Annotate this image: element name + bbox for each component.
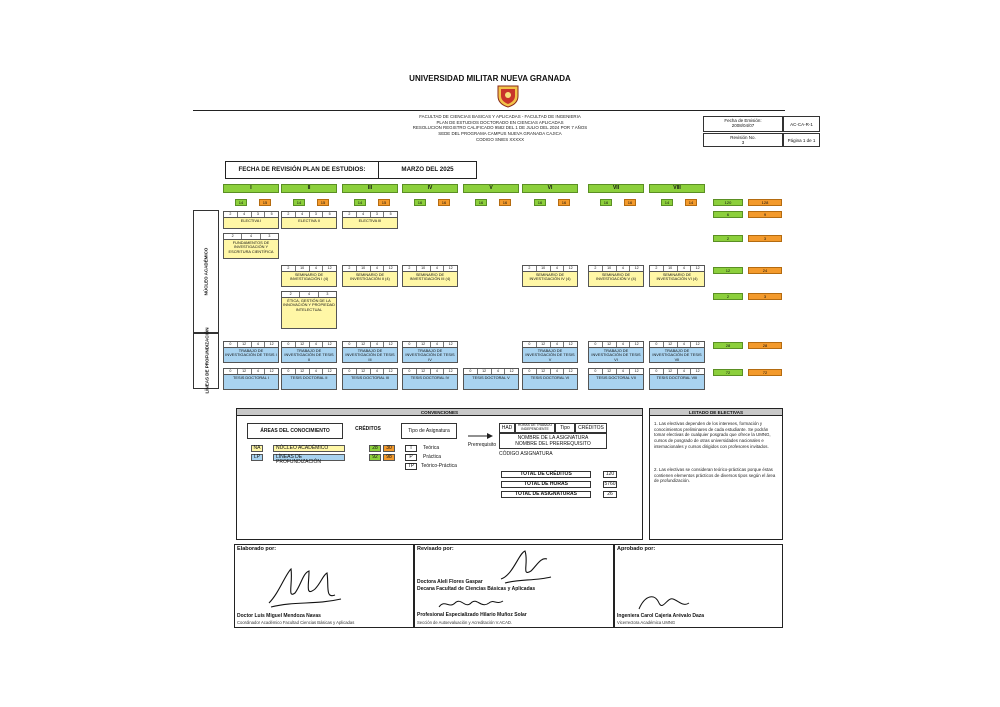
tipo-label: Tipo de Asignatura [401,423,457,439]
course-code-cell: 4 [678,266,692,271]
semester-header: III [342,184,398,193]
semester-credits-co: 16 [558,199,570,206]
course-name: SEMINARIO DE INVESTIGACIÓN III (4) [409,272,451,282]
course-name: TRABAJO DE INVESTIGACIÓN DE TESIS III [345,348,395,362]
total-horas-value: 5760 [604,481,616,487]
course-code-cell: 12 [388,266,393,270]
course-card[interactable] [649,341,705,363]
course-code-cell: 4 [492,369,506,374]
course-card[interactable] [463,368,519,390]
semester-credits-cg: 14 [661,199,673,206]
legend-lp-cg: 92 [369,454,381,461]
course-code-cell: 12 [509,369,514,373]
course-code-cell: 4 [310,342,324,347]
course-card[interactable] [402,368,458,390]
course-code-cell: 12 [537,369,551,374]
course-code-cell: 12 [568,369,573,373]
course-code-cell: 12 [634,342,639,346]
course-name: TESIS DOCTORAL I [233,375,269,380]
semester-credits-cg: 16 [475,199,487,206]
course-card[interactable] [281,368,337,390]
course-card[interactable] [223,341,279,363]
course-name: TRABAJO DE INVESTIGACIÓN DE TESIS VII [652,348,702,362]
course-code-cell: 10 [357,266,371,271]
course-card[interactable] [223,368,279,390]
course-code-cell: 4 [617,266,631,271]
course-code-cell: 10 [417,266,431,271]
legend-lp-code: LP [251,454,263,461]
faculty-line: CODIGO SNIES XXXXX [475,136,525,142]
emission-date-cell [703,116,783,132]
total-asignaturas-label: TOTAL DE ASIGNATURAS [501,491,591,498]
course-code-cell: 4 [551,342,565,347]
legend-na-co: 30 [383,445,395,452]
header-divider [193,110,785,111]
semester-header: VI [522,184,578,193]
university-title: UNIVERSIDAD MILITAR NUEVA GRANADA [409,74,571,83]
course-card[interactable] [522,368,578,390]
course-code-cell: 5 [389,212,392,216]
course-code-cell: 10 [603,266,617,271]
course-name: SEMINARIO DE INVESTIGACIÓN V (4) [596,272,636,282]
course-code-cell: 2 [224,212,238,217]
course-code-cell: 4 [371,266,385,271]
aprobado-role: Vicerrectora Académica UMNG [617,620,676,625]
course-code-cell: 3 [310,212,324,217]
course-code-cell: 2 [282,266,296,271]
course-code-cell: 4 [431,342,445,347]
total-asignaturas-value: 26 [603,491,617,498]
course-card[interactable] [649,368,705,390]
elaborado-name: Doctor Luis Miguel Mendoza Navas [237,613,321,619]
sidebar-lineas-label: LÍNEAS DE PROFUNDIZACIÓN [204,327,210,394]
sidebar-nucleo [193,210,219,333]
course-code-cell: 0 [589,342,603,347]
course-code-cell: 0 [343,342,357,347]
course-code-cell: 2 [282,292,300,297]
key-sub: NOMBRE DEL PRERREQUISITO [515,440,591,447]
revisado-role-1: Decana Facultad de Ciencias Básicas y Aplicadas [417,586,536,592]
review-date-box [225,161,477,179]
row-total-co: 9 [748,211,782,218]
electives-title: LISTADO DE ELECTIVAS [650,409,782,416]
course-name: TESIS DOCTORAL VII [596,375,636,380]
course-code-cell: 4 [551,369,565,374]
conventions-panel [236,408,643,540]
legend-lp-co: 98 [383,454,395,461]
course-code-cell: 12 [664,369,678,374]
semester-credits-co: 16 [438,199,450,206]
course-name: ELECTIVA III [358,218,382,223]
semester-credits-co: 14 [685,199,697,206]
semester-header: II [281,184,337,193]
course-code-cell: 0 [523,342,537,347]
row-total-cg: 6 [713,211,743,218]
handwritten-signature-icon [495,549,555,585]
emission-value: 2008/04/07 [731,123,755,129]
course-card[interactable] [281,341,337,363]
course-code-cell: 4 [357,212,371,217]
key-tipo: Tipo [555,423,575,433]
course-name: SEMINARIO DE INVESTIGACIÓN IV (4) [529,272,571,282]
key-code: CÓDIGO ASIGNATURA [499,451,553,457]
course-code-cell: 2 [650,266,664,271]
legend-na-name: NÚCLEO ACADÉMICO [273,445,345,452]
course-code-cell: 12 [269,369,274,373]
course-card[interactable] [522,341,578,363]
signature-elaborado [234,544,414,628]
course-code-cell: 12 [327,369,332,373]
course-name: TESIS DOCTORAL VIII [656,375,698,380]
aprobado-label: Aprobado por: [617,546,656,552]
course-code-cell: 10 [664,266,678,271]
university-crest-icon [494,84,522,108]
course-code-cell: 0 [343,369,357,374]
course-code-cell: 0 [589,369,603,374]
course-code-cell: 4 [238,212,252,217]
course-code-cell: 12 [695,266,700,270]
course-name: TESIS DOCTORAL IV [410,375,450,380]
key-had: HAD [499,423,515,433]
elaborado-label: Elaborado por: [237,546,277,552]
course-code-cell: 3 [268,234,271,238]
course-card[interactable] [588,368,644,390]
course-code-cell: 4 [431,266,445,271]
semester-credits-co: 15 [259,199,271,206]
course-card[interactable] [649,265,705,287]
course-name: FUNDAMENTOS DE INVESTIGACIÓN Y ESCRITURA CIENTÍFICA [228,240,274,254]
course-code-cell: 0 [403,342,417,347]
course-code-cell: 4 [296,212,310,217]
semester-credits-cg: 14 [293,199,305,206]
sidebar-lineas [193,327,219,394]
row-total-co: 24 [748,267,782,274]
total-creditos-label: TOTAL DE CRÉDITOS [501,471,591,478]
legend-lp-name: LÍNEAS DE PROFUNDIZACIÓN [273,454,345,461]
page-number: Página 1 de 1 [783,133,820,147]
faculty-line: PLAN DE ESTUDIOS DOCTORADO EN CIENCIAS APLICADAS [436,119,564,125]
course-code-cell: 12 [695,342,700,346]
sidebar-nucleo-label: NÚCLEO ACADÉMICO [203,247,209,296]
type-code-p: P [405,454,417,461]
course-code-cell: 4 [371,342,385,347]
course-card[interactable] [342,368,398,390]
course-card[interactable] [588,341,644,363]
course-name: ELECTIVA I [240,218,262,223]
course-card[interactable] [281,291,337,329]
semester-credits-cg: 16 [414,199,426,206]
course-code-cell: 5 [270,212,273,216]
course-code-cell: 12 [634,266,639,270]
course-card[interactable] [281,265,337,287]
course-code-cell: 12 [296,342,310,347]
semester-header: I [223,184,279,193]
course-code-cell: 2 [523,266,537,271]
course-code-cell: 0 [224,342,238,347]
course-key [499,423,607,469]
course-code-cell: 4 [678,342,692,347]
revisado-role-2: Sección de Autoevaluación y Acreditación V.ACAD. [417,620,513,625]
row-total-cg: 2 [713,235,743,242]
course-code-cell: 12 [417,369,431,374]
course-code-cell: 12 [327,342,332,346]
course-code-cell: 10 [537,266,551,271]
course-code-cell: 2 [343,212,357,217]
course-code-cell: 12 [568,266,573,270]
revisado-label: Revisado por: [417,546,454,552]
course-code-cell: 12 [634,369,639,373]
course-code-cell: 5 [328,212,331,216]
course-code-cell: 4 [252,342,266,347]
course-code-cell: 10 [296,266,310,271]
course-code-cell: 12 [327,266,332,270]
course-code-cell: 4 [678,369,692,374]
course-name: TRABAJO DE INVESTIGACIÓN DE TESIS I [225,348,277,358]
course-code-cell: 0 [282,369,296,374]
course-code-cell: 4 [252,369,266,374]
course-name: TRABAJO DE INVESTIGACIÓN DE TESIS V [525,348,575,362]
elaborado-role: Coordinador Académico Facultad Ciencias Básicas y Aplicadas [237,620,355,625]
course-code-cell: 2 [224,234,242,239]
document-code: AC-CA-R-1 [783,116,820,132]
semester-credits-co: 16 [624,199,636,206]
course-name: SEMINARIO DE INVESTIGACIÓN II (4) [350,272,390,282]
course-code-cell: 12 [296,369,310,374]
course-code-cell: 3 [371,212,385,217]
row-total-cg: 12 [713,267,743,274]
faculty-line: SEDE DEL PROGRAMA CAMPUS NUEVA GRANADA CAJICA [438,131,562,137]
type-teorico-practica: Teórico-Práctica [421,463,457,469]
semester-credits-cg: 14 [235,199,247,206]
faculty-info [300,114,700,143]
key-creditos: CRÉDITOS [575,423,607,433]
totals-header-cg: 120 [713,199,743,206]
aprobado-name: Ingeniera Carol Cajeria Arévalo Daza [617,613,705,619]
revisado-name-1: Doctora Aleli Flores Gaspar [417,579,483,585]
course-code-cell: 4 [242,234,260,239]
course-code-cell: 12 [357,342,371,347]
course-card[interactable] [281,211,337,229]
course-code-cell: 3 [252,212,266,217]
course-name: TRABAJO DE INVESTIGACIÓN DE TESIS IV [405,348,455,362]
faculty-line: RESOLUCION REGISTRO CALIFICADO 9582 DEL 1 DE JULIO DEL 2024 POR 7 AÑOS [412,125,588,131]
course-name: TESIS DOCTORAL II [290,375,328,380]
revision-value: 3 [741,140,745,146]
course-code-cell: 2 [282,212,296,217]
course-card[interactable] [342,341,398,363]
review-date-value: MARZO DEL 2025 [401,166,454,173]
handwritten-signature-icon [435,595,505,611]
row-total-co: 3 [748,293,782,300]
semester-credits-co: 15 [378,199,390,206]
course-name: ELECTIVA II [298,218,320,223]
type-teorica: Teórica [423,445,440,451]
course-code-cell: 12 [238,369,252,374]
course-code-cell: 12 [478,369,492,374]
total-creditos-value: 120 [603,471,617,478]
course-code-cell: 12 [537,342,551,347]
course-card[interactable] [342,265,398,287]
course-code-cell: 3 [326,292,329,296]
course-code-cell: 2 [589,266,603,271]
key-name-box [499,433,607,449]
row-total-co: 28 [748,342,782,349]
course-code-cell: 0 [523,369,537,374]
course-code-cell: 4 [371,369,385,374]
course-name: TESIS DOCTORAL VI [530,375,570,380]
electives-note-2: 2. Las electivas se consideran teórico-prácticas porque éstas contienen elementos prácticos de diversos tipos según el área de profundización. [654,467,776,484]
course-name: SEMINARIO DE INVESTIGACIÓN I (4) [289,272,329,282]
course-code-cell: 2 [403,266,417,271]
course-name: SEMINARIO DE INVESTIGACIÓN VI (4) [656,272,698,282]
course-code-cell: 0 [650,342,664,347]
course-code-cell: 4 [617,369,631,374]
semester-header: IV [402,184,458,193]
prerequisite-arrow-icon [467,431,495,441]
course-code-cell: 0 [650,369,664,374]
semester-header: VII [588,184,644,193]
course-name: TRABAJO DE INVESTIGACIÓN DE TESIS VI [591,348,641,362]
row-total-cg: 2 [713,293,743,300]
revisado-name-2: Profesional Especializado Hilario Muñoz Solar [417,612,527,618]
electives-panel [649,408,783,540]
row-total-cg: 72 [713,369,743,376]
electives-note-1: 1. Las electivas dependen de los intereses, formación y conocimientos preliminares de cada estudiante. Se podrán tomar electivas de cualquier posgrado que ofrece la UMNG, cursos de posgrado de otras universidades nacionales e internacionales y cursos dirigidos con profesores invitados. [654,421,771,449]
key-name: NOMBRE DE LA ASIGNATURA [517,435,589,441]
signature-revisado [414,544,614,628]
course-code-cell: 4 [300,292,318,297]
course-card[interactable] [223,233,279,259]
course-code-cell: 4 [551,266,565,271]
course-card[interactable] [522,265,578,287]
legend-na-code: NA [251,445,263,452]
course-code-cell: 12 [448,266,453,270]
semester-credits-co: 16 [499,199,511,206]
key-hti: HORAS DE TRABAJO INDEPENDIENTE [515,423,555,433]
creditos-label: CRÉDITOS [355,426,381,432]
semester-header: V [463,184,519,193]
course-code-cell: 4 [310,266,324,271]
conventions-title: CONVENCIONES [237,409,642,416]
course-code-cell: 0 [464,369,478,374]
course-card[interactable] [402,265,458,287]
course-code-cell: 12 [603,342,617,347]
course-code-cell: 12 [664,342,678,347]
type-practica: Práctica [423,454,442,460]
semester-credits-cg: 16 [600,199,612,206]
row-total-co: 3 [748,235,782,242]
handwritten-signature-icon [633,589,693,615]
course-code-cell: 12 [238,342,252,347]
semester-header: VIII [649,184,705,193]
prerequisite-label: Prerrequisito [467,442,497,448]
course-code-cell: 12 [448,342,453,346]
course-card[interactable] [402,341,458,363]
row-total-co: 72 [748,369,782,376]
course-code-cell: 0 [224,369,238,374]
course-code-cell: 12 [388,369,393,373]
signature-aprobado [614,544,783,628]
course-code-cell: 4 [431,369,445,374]
course-name: TRABAJO DE INVESTIGACIÓN DE TESIS II [284,348,334,362]
course-card[interactable] [342,211,398,229]
course-code-cell: 12 [568,342,573,346]
semester-credits-cg: 16 [534,199,546,206]
course-code-cell: 12 [357,369,371,374]
course-code-cell: 12 [417,342,431,347]
course-code-cell: 4 [617,342,631,347]
course-name: ÉTICA, GESTIÓN DE LA INNOVACIÓN Y PROPIEDAD INTELECTUAL [283,298,335,312]
row-total-cg: 28 [713,342,743,349]
course-code-cell: 12 [388,342,393,346]
semester-credits-co: 15 [317,199,329,206]
course-name: TESIS DOCTORAL V [472,375,510,380]
course-code-cell: 0 [282,342,296,347]
totals-header-co: 128 [748,199,782,206]
course-code-cell: 12 [448,369,453,373]
course-code-cell: 2 [343,266,357,271]
revision-label: Revisión No. [730,135,756,140]
course-code-cell: 12 [269,342,274,346]
course-name: TESIS DOCTORAL III [350,375,390,380]
areas-label: ÁREAS DEL CONOCIMIENTO [247,423,343,439]
total-horas-label: TOTAL DE HORAS [501,481,591,488]
course-card[interactable] [588,265,644,287]
course-code-cell: 12 [603,369,617,374]
type-code-t: T [405,445,417,452]
handwritten-signature-icon [265,563,345,611]
semester-credits-cg: 14 [354,199,366,206]
faculty-line: FACULTAD DE CIENCIAS BASICAS Y APLICADAS - FACULTAD DE INGENIERIA [419,114,581,119]
type-code-tp: TP [405,463,417,470]
course-code-cell: 12 [695,369,700,373]
course-code-cell: 4 [310,369,324,374]
revision-cell [703,133,783,147]
review-date-label: FECHA DE REVISIÓN PLAN DE ESTUDIOS: [226,162,379,178]
legend-na-cg: 28 [369,445,381,452]
course-card[interactable] [223,211,279,229]
course-code-cell: 0 [403,369,417,374]
emission-label: Fecha de Emisión: [724,118,762,123]
